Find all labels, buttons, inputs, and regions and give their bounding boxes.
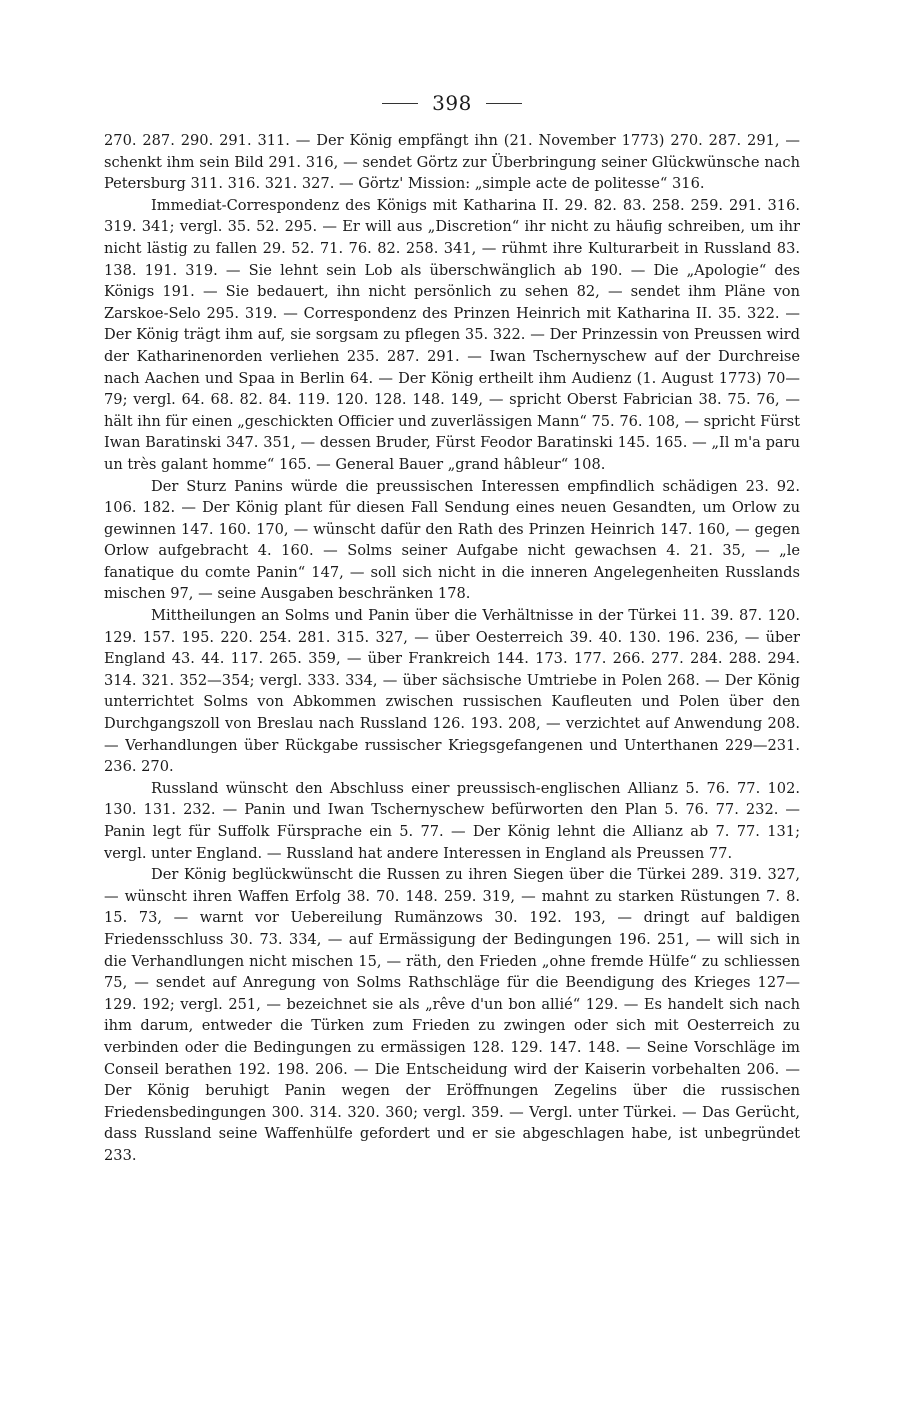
- page-header: [104, 88, 800, 118]
- index-paragraph-continued: 270. 287. 290. 291. 311. — Der König empfängt ihn (21. November 1773) 270. 287. 291, — schenkt ihm sein Bild 291. 316, — sendet Görtz zur Überbringung seiner Glückwünsche nach Petersburg 311. 316. 321. 327. — Görtz' Mission: „simple acte de politesse“ 316.: [104, 132, 800, 193]
- index-paragraph: Der König beglückwünscht die Russen zu ihren Siegen über die Türkei 289. 319. 327, — wünscht ihren Waffen Erfolg 38. 70. 148. 259. 319, — mahnt zu starken Rüstungen 7. 8. 15. 73, — warnt vor Uebereilung Rumänzows 30. 192. 193, — dringt auf baldigen Friedensschluss 30. 73. 334, — auf Ermässigung der Bedingungen 196. 251, — will sich in die Verhandlungen nicht mischen 15, — räth, den Frieden „ohne fremde Hülfe“ zu schliessen 75, — sendet auf Anregung von Solms Rathschläge für die Beendigung des Krieges 127—129. 192; vergl. 251, — bezeichnet sie als „rêve d'un bon allié“ 129. — Es handelt sich nach ihm darum, entweder die Türken zum Frieden zu zwingen oder sich mit Oesterreich zu verbinden oder die Bedingungen zu ermässigen 128. 129. 147. 148. — Seine Vorschläge im Conseil berathen 192. 198. 206. — Die Entscheidung wird der Kaiserin vorbehalten 206. — Der König beruhigt Panin wegen der Eröffnungen Zegelins über die russischen Friedensbedingungen 300. 314. 320. 360; vergl. 359. — Vergl. unter Türkei. — Das Gerücht, dass Russland seine Waffenhülfe gefordert und er sie abgeschlagen habe, ist unbegründet 233.: [104, 866, 800, 1164]
- header-rule-right: [486, 103, 522, 104]
- index-paragraph: Mittheilungen an Solms und Panin über die Verhältnisse in der Türkei 11. 39. 87. 120. 129. 157. 195. 220. 254. 281. 315. 327, — über Oesterreich 39. 40. 130. 196. 236, — über England 43. 44. 117. 265. 359, — über Frankreich 144. 173. 177. 266. 277. 284. 288. 294. 314. 321. 352—354; vergl. 333. 334, — über sächsische Umtriebe in Polen 268. — Der König unterrichtet Solms von Abkommen zwischen russischen Kaufleuten und Polen über den Durchgangszoll von Breslau nach Russland 126. 193. 208, — verzichtet auf Anwendung 208. — Verhandlungen über Rückgabe russischer Kriegsgefangenen und Unterthanen 229—231. 236. 270.: [104, 607, 800, 776]
- index-paragraph: Russland wünscht den Abschluss einer preussisch-englischen Allianz 5. 76. 77. 102. 130. 131. 232. — Panin und Iwan Tschernyschew befürworten den Plan 5. 76. 77. 232. — Panin legt für Suffolk Fürsprache ein 5. 77. — Der König lehnt die Allianz ab 7. 77. 131; vergl. unter England. — Russland hat andere Interessen in England als Preussen 77.: [104, 779, 800, 862]
- book-page: [104, 88, 800, 1167]
- index-paragraph: Der Sturz Panins würde die preussischen Interessen empfindlich schädigen 23. 92. 106. 182. — Der König plant für diesen Fall Sendung eines neuen Gesandten, um Orlow zu gewinnen 147. 160. 170, — wünscht dafür den Rath des Prinzen Heinrich 147. 160, — gegen Orlow aufgebracht 4. 160. — Solms seiner Aufgabe nicht gewachsen 4. 21. 35, — „le fanatique du comte Panin“ 147, — soll sich nicht in die inneren Angelegenheiten Russlands mischen 97, — seine Ausgaben beschränken 178.: [104, 477, 800, 603]
- header-rule-left: [382, 103, 418, 104]
- page-number: 398: [432, 91, 472, 115]
- index-paragraph: Immediat-Correspondenz des Königs mit Katharina II. 29. 82. 83. 258. 259. 291. 316. 319. 341; vergl. 35. 52. 295. — Er will aus „Discretion“ ihr nicht zu häufig schreiben, um ihr nicht lästig zu fallen 29. 52. 71. 76. 82. 258. 341, — rühmt ihre Kulturarbeit in Russland 83. 138. 191. 319. — Sie lehnt sein Lob als überschwänglich ab 190. — Die „Apologie“ des Königs 191. — Sie bedauert, ihn nicht persönlich zu sehen 82, — sendet ihm Pläne von Zarskoe-Selo 295. 319. — Correspondenz des Prinzen Heinrich mit Katharina II. 35. 322. — Der König trägt ihm auf, sie sorgsam zu pflegen 35. 322. — Der Prinzessin von Preussen wird der Katharinenorden verliehen 235. 287. 291. — Iwan Tschernyschew auf der Durchreise nach Aachen und Spaa in Berlin 64. — Der König ertheilt ihm Audienz (1. August 1773) 70—79; vergl. 64. 68. 82. 84. 119. 120. 128. 148. 149, — spricht Oberst Fabrician 38. 75. 76, — hält ihn für einen „geschickten Officier und zuverlässigen Mann“ 75. 76. 108, — spricht Fürst Iwan Baratinski 347. 351, — dessen Bruder, Fürst Feodor Baratinski 145. 165. — „Il m'a paru un très galant homme“ 165. — General Bauer „grand hâbleur“ 108.: [104, 196, 800, 473]
